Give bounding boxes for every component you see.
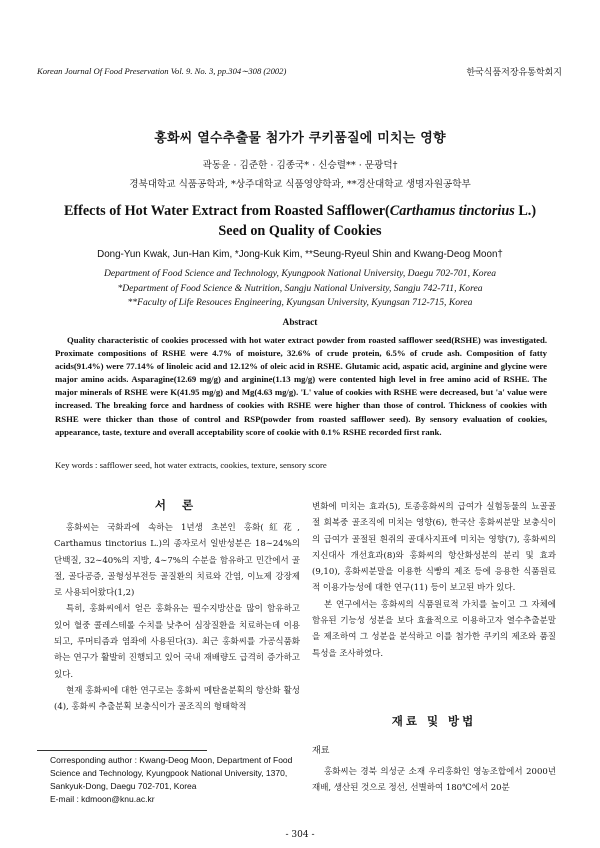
journal-citation: Korean Journal Of Food Preservation Vol. 9. No. 3, pp.304∼308 (2002) [37,66,287,76]
footnote-line: Sankyuk-Dong, Daegu 702-701, Korea [50,781,197,791]
affiliation-line: *Department of Food Science & Nutrition, Sangju National University, Sangju 742-711, Korea [117,282,483,294]
paragraph: 홍화씨는 국화과에 속하는 1년생 초본인 홍화(紅花, Carthamus tinctorius L.)의 종자로서 일반성분은 18∼24%의 단백질, 32∼40%의 지방, 4∼7%의 수분을 함유하고 민간에서 골절, 골다공증, 골형성부전등 골질환의 치료와 간염, 이뇨제 강장제로 사용되어왔다(1,2) [54,523,300,599]
intro-right-column [312,499,556,662]
keywords: Key words : safflower seed, hot water extracts, cookies, texture, sensory score [55,460,327,470]
paragraph: 특히, 홍화씨에서 얻은 홍화유는 필수지방산을 많이 함유하고 있어 혈중 콜레스테롤 수치를 낮추어 심장질환을 치료하는데 이용되고, 루머티즘과 염좌에 사용된다(3). 최근 홍화씨를 가공식품화 하는 연구가 활발히 진행되고 있어 국내 재배량도 급격히 증가하고 있다. [54,604,300,680]
abstract-text: Quality characteristic of cookies processed with hot water extract powder from roasted safflower seed(RSHE) was investigated. Proximate compositions of RSHE were 4.7% of moisture, 32.6% of crude protein, 6.5% of crude ash. Composition of fatty acids(91.4%) were 77.14% of linoleic acid and 12.12% of oleic acid in RSHE. Glutamic acid, aspatic acid, arginine and glycine were major amino acids. Asparagine(12.69 mg/g) and arginine(1.13 mg/g) were contented high level in free amino acid of RSHE. The major minerals of RSHE were K(41.95 mg/g) and Mg(4.63 mg/g). 'L' value of cookies with RSHE were decreased, but 'a' value were increased. The breaking force and hardness of cookies with RSHE were higher than those of control. Thickness of cookies with RSHE were thicker than those of control and RSP(powder from roasted safflower seed). By sensory evaluation of cookies, appearance, taste, texture and overall acceptability score of cookie with 0.1% RSHE recorded first rank. [55,335,547,437]
english-title-line2: Seed on Quality of Cookies [218,223,382,239]
footnote-line: Corresponding author : Kwang-Deog Moon, Department of Food [50,755,293,765]
korean-affiliations: 경북대학교 식품공학과, *상주대학교 식품영양학과, **경산대학교 생명자원공학부 [129,179,471,190]
paragraph: 본 연구에서는 홍화씨의 식품원료적 가치를 높이고 그 자체에 함유된 기능성 성분을 보다 효율적으로 이용하고자 열수추출분말을 제조하여 그 성분을 분석하고 이를 첨가한 쿠키의 제조와 품질특성을 조사하였다. [312,599,556,659]
paragraph: 현재 홍화씨에 대한 연구로는 홍화씨 메탄올분획의 항산화 활성(4), 홍화씨 추출분획 보충식이가 골조직의 형태학적 [54,685,300,713]
materials-subheading: 재료 [312,746,330,756]
intro-left-column [54,520,300,716]
korean-authors: 곽동윤 · 김준한 · 김종국* · 신승렬** · 문광덕† [202,160,398,171]
paragraph: 홍화씨는 경북 의성군 소재 우리홍화인 영농조합에서 2000년 재배, 생산된 것으로 정선, 선별하여 180℃에서 20분 [312,767,556,794]
footnote-line: E-mail : kdmoon@knu.ac.kr [50,794,155,804]
english-title-part2: L.) [514,203,537,219]
society-name: 한국식품저장유통학회지 [466,68,562,78]
english-title-species: Carthamus tinctorius [389,203,515,219]
english-affiliations [0,267,600,311]
methods-heading: 재료 및 방법 [391,714,477,728]
abstract-heading: Abstract [282,318,318,328]
footnote-line: Science and Technology, Kyungpook National University, 1370, [50,768,288,778]
affiliation-line: **Faculty of Life Resouces Engineering, Kyungsan University, Kyungsan 712-715, Korea [127,297,473,308]
intro-heading: 서 론 [154,498,200,512]
english-title-part1: Effects of Hot Water Extract from Roasted Safflower( [63,203,390,219]
english-title [0,201,600,241]
materials-column [312,764,556,797]
korean-title: 홍화씨 열수추출물 첨가가 쿠키품질에 미치는 영향 [154,131,446,146]
english-authors: Dong-Yun Kwak, Jun-Han Kim, *Jong-Kuk Kim, **Seung-Ryeul Shin and Kwang-Deog Moon† [97,249,503,260]
affiliation-line: Department of Food Science and Technology, Kyungpook National University, Daegu 702-701, Korea [103,268,497,279]
footnote-divider [37,750,207,751]
page-number: - 304 - [285,830,315,840]
paragraph: 변화에 미치는 효과(5), 토종홍화씨의 급여가 실험동물의 뇨골골절 회복중 골조직에 미치는 영향(6), 한국산 홍화씨분말 보충식이의 급여가 골절된 흰쥐의 골대사지표에 미치는 영향(7), 홍화씨의 지신대사 개선효과(8)와 홍화씨의 항산화성분의 분리 및 효과(9,10), 홍화씨분말을 이용한 식빵의 제조 등에 응용한 식품원료적 이용가능성에 대한 연구(11) 등이 보고된 바가 있다. [312,502,556,594]
correspondence-footnote [50,754,300,806]
